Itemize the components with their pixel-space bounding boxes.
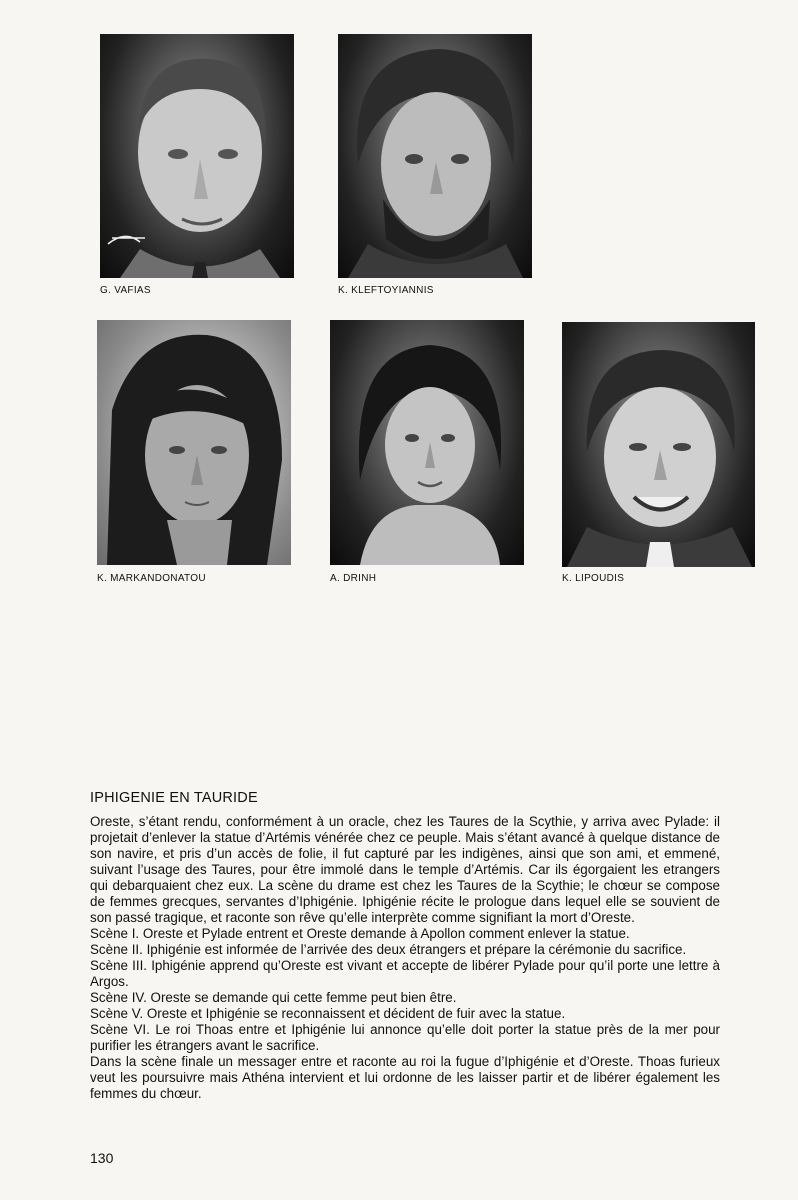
synopsis-title: IPHIGENIE EN TAURIDE <box>90 790 258 806</box>
portrait-vafias <box>100 34 294 278</box>
portrait-photo-icon <box>330 320 524 565</box>
caption-lipoudis: K. LIPOUDIS <box>562 573 625 584</box>
synopsis-paragraph: Scène V. Oreste et Iphigénie se reconnaissent et décident de fuir avec la statue. <box>90 1006 566 1021</box>
synopsis-paragraph: Scène VI. Le roi Thoas entre et Iphigénie lui annonce qu’elle doit porter la statue près de la mer pour purifier les étrangers avant le sacrifice. <box>90 1022 720 1053</box>
signature-mark <box>108 236 145 244</box>
caption-vafias: G. VAFIAS <box>100 285 151 296</box>
synopsis-paragraph: Scène II. Iphigénie est informée de l’arrivée des deux étrangers et prépare la cérémonie du sacrifice. <box>90 942 687 957</box>
portrait-photo-icon <box>97 320 291 565</box>
synopsis-paragraph: Dans la scène finale un messager entre et raconte au roi la fugue d’Iphigénie et d’Oreste. Thoas furieux veut les poursuivre mais Athéna intervient et lui ordonne de les laisser partir et de libérer également les femmes du chœur. <box>90 1054 720 1101</box>
synopsis <box>90 790 720 1102</box>
portrait-markandonatou <box>97 320 291 565</box>
synopsis-paragraph: Scène I. Oreste et Pylade entrent et Oreste demande à Apollon comment enlever la statue. <box>90 926 630 941</box>
portrait-lipoudis <box>562 322 755 567</box>
caption-markandonatou: K. MARKANDONATOU <box>97 573 206 584</box>
caption-drinh: A. DRINH <box>330 573 377 584</box>
portrait-photo-icon <box>100 34 294 278</box>
synopsis-paragraph: Scène III. Iphigénie apprend qu’Oreste est vivant et accepte de libérer Pylade pour qu’il porte une lettre à Argos. <box>90 958 720 989</box>
portrait-photo-icon <box>338 34 532 278</box>
portrait-photo-icon <box>562 322 755 567</box>
portrait-drinh <box>330 320 524 565</box>
synopsis-paragraph: Oreste, s’étant rendu, conformément à un oracle, chez les Taures de la Scythie, y arriva avec Pylade: il projetait d’enlever la statue d’Artémis vénérée chez ce peuple. Mais s’étant avancé à quelque distance de son navire, et pris d’un accès de folie, il fut capturé par les indigènes, ainsi que son ami, et emmené, suivant l’usage des Taures, pour être immolé dans le temple d’Artémis. Car ils égorgaient les etrangers qui debarquaient chez eux. La scène du drame est chez les Taures de la Scythie; le chœur se compose de femmes grecques, servantes d’Iphigénie. Iphigénie récite le prologue dans lequel elle se souvient de son passé tragique, et raconte son rêve qu’elle interprète comme signifiant la mort d’Oreste. <box>90 814 720 925</box>
page-number: 130 <box>90 1150 114 1166</box>
synopsis-paragraph: Scène IV. Oreste se demande qui cette femme peut bien être. <box>90 990 457 1005</box>
portrait-kleftoyiannis <box>338 34 532 278</box>
caption-kleftoyiannis: K. KLEFTOYIANNIS <box>338 285 434 296</box>
